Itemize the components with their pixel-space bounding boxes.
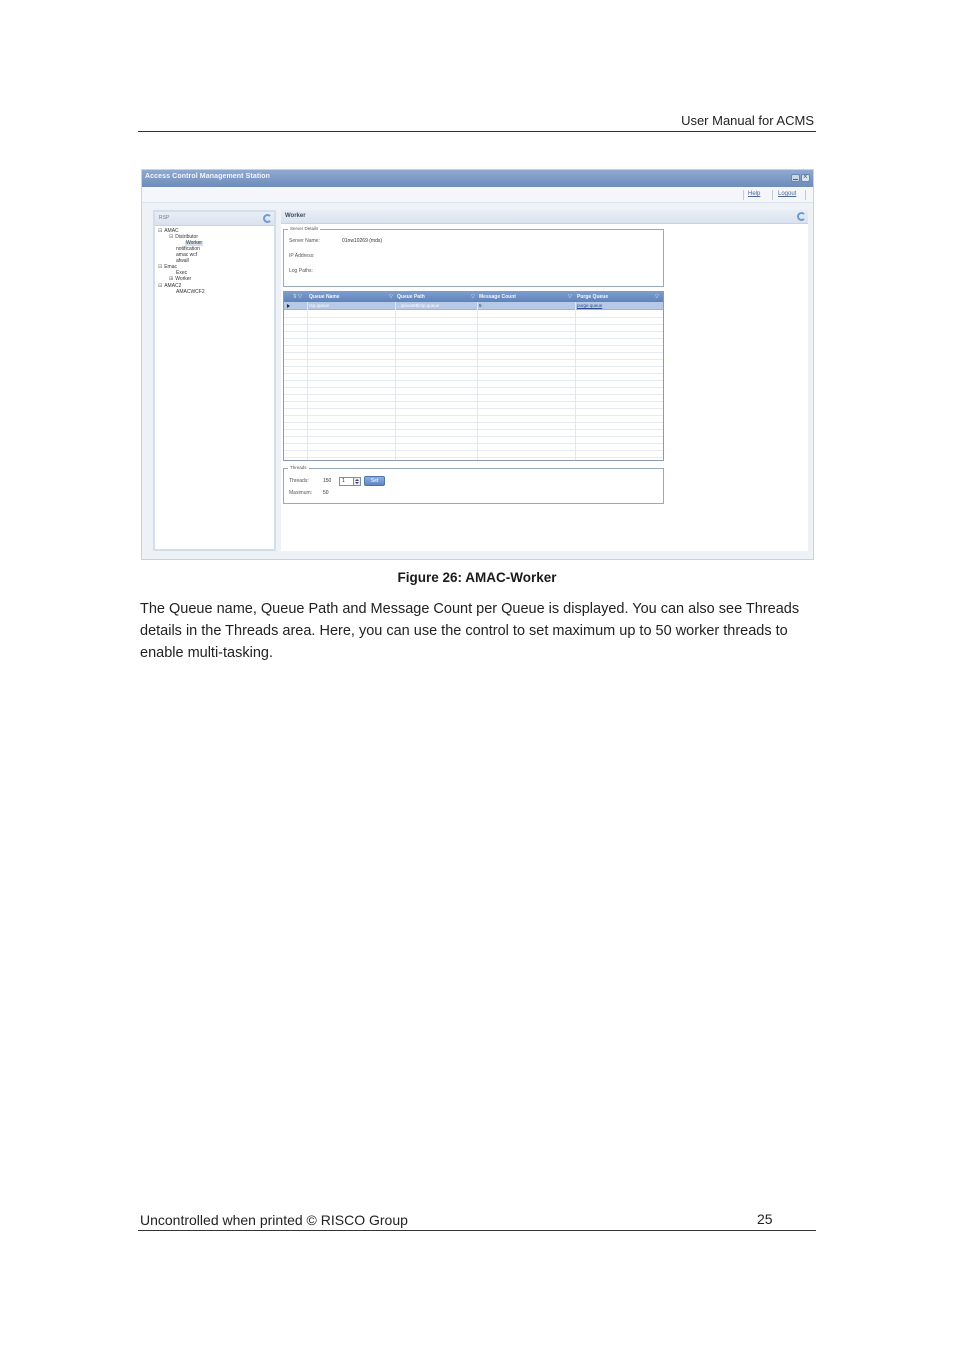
tree-node-worker-selected[interactable]: Worker <box>186 240 203 246</box>
server-name-label: Server Name: <box>289 238 320 244</box>
server-details-legend: Server Details <box>290 226 319 231</box>
tree-node-distributor[interactable]: ⊟ Distributor <box>169 234 198 240</box>
refresh-icon[interactable] <box>263 214 272 223</box>
filter-icon[interactable]: ⊼ ▽ <box>293 294 302 300</box>
server-details-group <box>283 226 664 287</box>
tree-node-worker[interactable]: ⊞ Worker <box>169 276 192 282</box>
footer-text: Uncontrolled when printed © RISCO Group <box>140 1212 408 1228</box>
tree-node-amac2[interactable]: ⊟ AMAC2 <box>158 283 182 289</box>
tree-node-emac[interactable]: ⊟ Emac <box>158 264 177 270</box>
column-queue-name[interactable]: Queue Name <box>309 294 340 300</box>
worker-panel <box>281 210 808 551</box>
toolbar-separator <box>805 190 806 200</box>
minimize-icon[interactable] <box>791 174 800 182</box>
empty-grid-rows <box>284 311 663 461</box>
figure-caption: Figure 26: AMAC-Worker <box>397 570 557 585</box>
cell-queue-path: ...\private$\rsp.queue <box>397 303 440 308</box>
window-titlebar <box>142 170 813 187</box>
queue-grid <box>283 291 664 461</box>
maximum-value: 50 <box>323 490 329 496</box>
worker-panel-title: Worker <box>285 213 306 219</box>
threads-group <box>283 465 664 504</box>
log-paths-label: Log Paths: <box>289 268 313 274</box>
column-queue-path[interactable]: Queue Path <box>397 294 425 300</box>
spinner-arrows-icon[interactable] <box>353 478 360 485</box>
filter-icon[interactable]: ▽ <box>655 294 659 300</box>
queue-grid-header <box>284 292 663 302</box>
tree-node-exec[interactable]: Exec <box>176 270 188 276</box>
window-title: Access Control Management Station <box>145 173 271 180</box>
help-link[interactable]: Help <box>748 191 761 197</box>
column-purge-queue[interactable]: Purge Queue <box>577 294 609 300</box>
tree-node-amac-wcf[interactable]: amac wcf <box>176 252 198 258</box>
column-divider <box>477 302 478 461</box>
filter-icon[interactable]: ▽ <box>568 294 572 300</box>
column-message-count[interactable]: Message Count <box>479 294 516 300</box>
navigation-panel-title: RSP <box>159 215 170 221</box>
close-icon[interactable] <box>801 174 810 182</box>
cell-message-count: 5 <box>479 303 482 308</box>
threads-legend: Threads <box>290 465 307 470</box>
column-divider <box>395 302 396 461</box>
logout-link[interactable]: Logout <box>778 191 797 197</box>
server-tree <box>155 226 274 295</box>
header-text: User Manual for ACMS <box>681 113 814 128</box>
set-threads-button[interactable]: Set <box>364 476 385 486</box>
tree-node-afwall[interactable]: afwall <box>176 258 189 264</box>
toolbar-separator <box>743 190 744 200</box>
threads-spinner[interactable] <box>339 477 361 486</box>
tree-node-notification[interactable]: notification <box>176 246 200 252</box>
body-paragraph: The Queue name, Queue Path and Message Count per Queue is displayed. You can also see Threads details in the Threads area. Here, you can use the control to set maximum up to 50 worker threads to enable multi-tasking. <box>140 601 800 661</box>
column-divider <box>575 302 576 461</box>
tree-node-amac[interactable]: ⊟ AMAC <box>158 228 179 234</box>
tree-node-amacwcf2[interactable]: AMACWCF2 <box>176 289 205 295</box>
maximum-label: Maximum: <box>289 490 313 496</box>
navigation-panel <box>153 210 276 551</box>
toolbar-separator <box>772 190 773 200</box>
threads-label: Threads: <box>289 478 309 484</box>
page-number: 25 <box>757 1211 773 1227</box>
spinner-value: 1 <box>342 478 345 484</box>
header-rule <box>138 131 816 132</box>
filter-icon[interactable]: ▽ <box>389 294 393 300</box>
top-toolbar <box>142 187 813 203</box>
purge-queue-link[interactable]: purge queue <box>577 303 603 308</box>
acms-screenshot <box>141 169 814 560</box>
refresh-icon[interactable] <box>797 212 806 221</box>
row-pointer-icon <box>287 304 290 308</box>
footer-rule <box>138 1230 816 1231</box>
cell-queue-name: rsp.queue <box>309 303 330 308</box>
column-divider <box>307 302 308 461</box>
navigation-panel-header <box>155 212 274 226</box>
ip-address-label: IP Address: <box>289 253 315 259</box>
table-row[interactable] <box>284 302 663 310</box>
worker-panel-header <box>281 210 808 224</box>
filter-icon[interactable]: ▽ <box>471 294 475 300</box>
server-name-value: 01nw10269 (mds) <box>342 238 383 244</box>
threads-value: 150 <box>323 478 332 484</box>
